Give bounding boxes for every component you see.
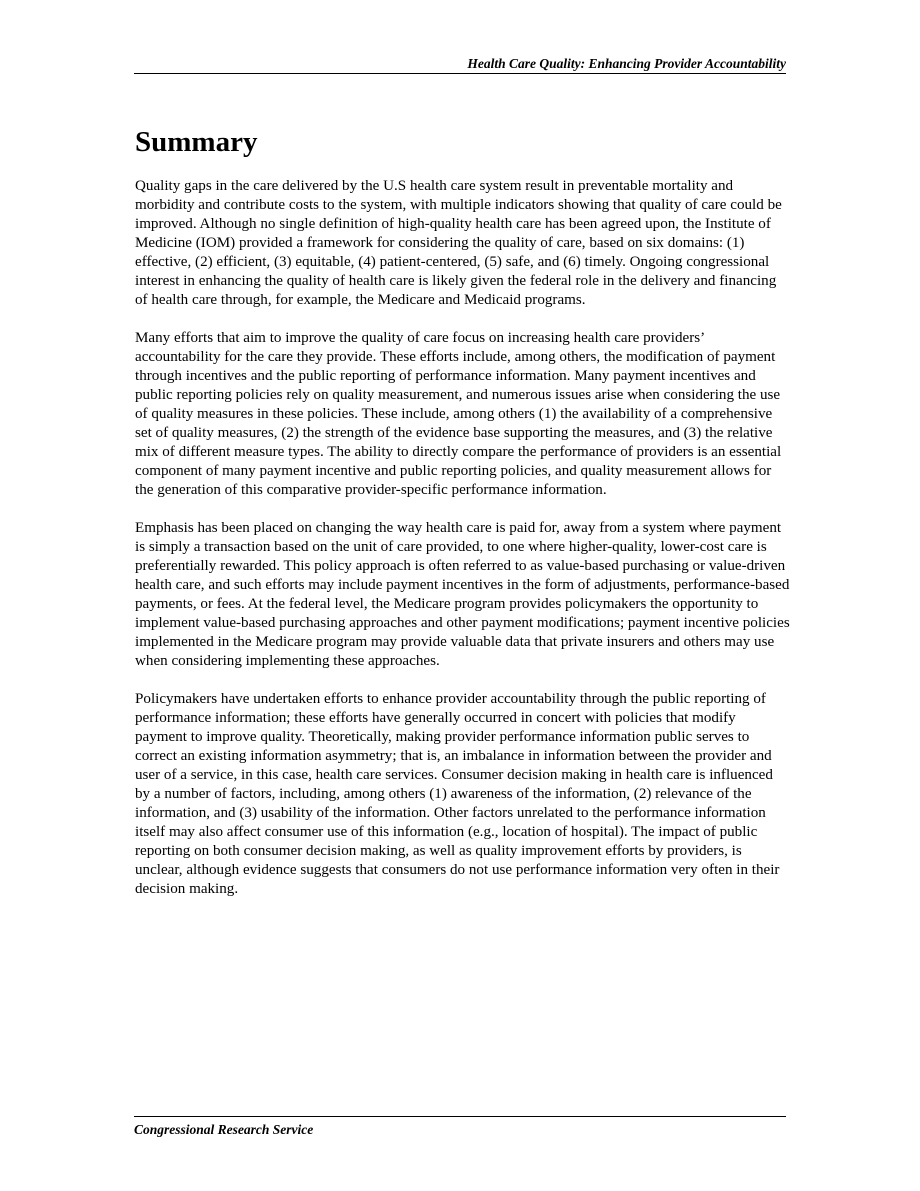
running-header-title: Health Care Quality: Enhancing Provider Accountability <box>467 56 786 71</box>
paragraph: Many efforts that aim to improve the quality of care focus on increasing health care providers’ accountability for the care they provide. These efforts include, among others, the modification of payment through incentives and the public reporting of performance information. Many payment incentives and public reporting policies rely on quality measurement, and numerous issues arise when considering the use of quality measures in these policies. These include, among others (1) the availability of a comprehensive set of quality measures, (2) the strength of the evidence base supporting the measures, and (3) the relative mix of different measure types. The ability to directly compare the performance of providers is an essential component of many payment incentive and public reporting policies, and quality measurement allows for the generation of this comparative provider-specific performance information. <box>135 330 782 498</box>
running-footer <box>134 1116 786 1139</box>
summary-body <box>135 177 790 918</box>
paragraph: Emphasis has been placed on changing the way health care is paid for, away from a system where payment is simply a transaction based on the unit of care provided, to one where higher-quality, lower-cost care is preferentially rewarded. This policy approach is often referred to as value-based purchasing or value-driven health care, and such efforts may include payment incentives in the form of adjustments, performance-based payments, or fees. At the federal level, the Medicare program provides policymakers the opportunity to implement value-based purchasing approaches and other payment modifications; payment incentive policies implemented in the Medicare program may provide valuable data that private insurers and others may use when considering implementing these approaches. <box>135 520 790 669</box>
page-title: Summary <box>135 126 258 158</box>
footer-organization: Congressional Research Service <box>134 1122 314 1137</box>
paragraph: Quality gaps in the care delivered by the U.S health care system result in preventable mortality and morbidity and contribute costs to the system, with multiple indicators showing that quality of care could be improved. Although no single definition of high-quality health care has been agreed upon, the Institute of Medicine (IOM) provided a framework for considering the quality of care, based on six domains: (1) effective, (2) efficient, (3) equitable, (4) patient-centered, (5) safe, and (6) timely. Ongoing congressional interest in enhancing the quality of health care is likely given the federal role in the delivery and financing of health care through, for example, the Medicare and Medicaid programs. <box>135 178 782 308</box>
paragraph: Policymakers have undertaken efforts to enhance provider accountability through the public reporting of performance information; these efforts have generally occurred in concert with policies that modify payment to improve quality. Theoretically, making provider performance information public serves to correct an existing information asymmetry; that is, an imbalance in information between the provider and user of a service, in this case, health care services. Consumer decision making in health care is influenced by a number of factors, including, among others (1) awareness of the information, (2) relevance of the information, and (3) usability of the information. Other factors unrelated to the performance information itself may also affect consumer use of this information (e.g., location of hospital). The impact of public reporting on both consumer decision making, as well as quality improvement efforts by providers, is unclear, although evidence suggests that consumers do not use performance information very often in their decision making. <box>135 691 780 897</box>
running-header <box>134 55 786 74</box>
